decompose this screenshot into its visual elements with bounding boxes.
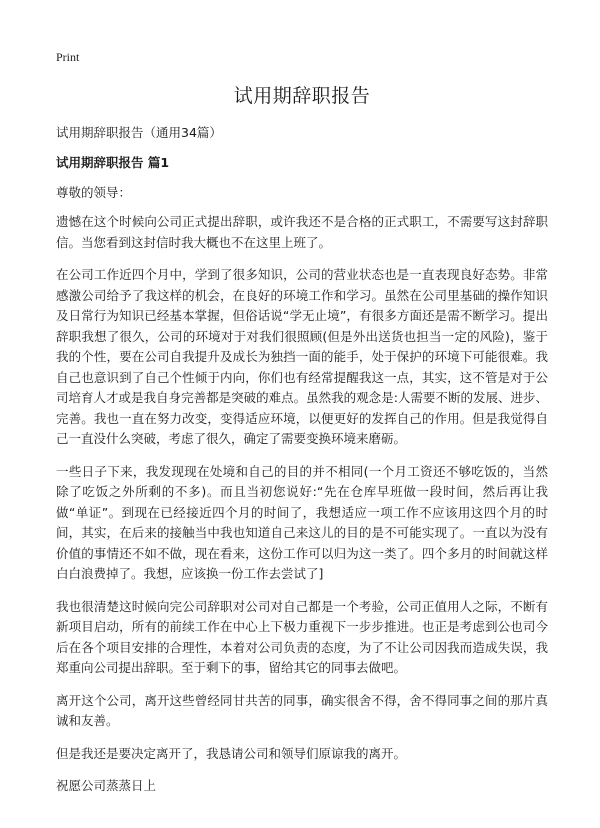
paragraph-4: 我也很清楚这时候向完公司辞职对公司对自己都是一个考验，公司正值用人之际，不断有新项目启动，所有的前续工作在中心上下极力重视下一步步推进。也正是考虑到公也司今后在各个项目安排的合理性，本着对公司负责的态度，为了不让公司因我而造成失误，我郑重向公司提出辞职。至于剩下的事，留给其它的同事去做吧。 <box>56 598 548 675</box>
greeting: 尊敬的领导： <box>56 185 132 200</box>
paragraph-6: 但是我还是要决定离开了，我恳请公司和领导们原谅我的离开。 <box>56 745 407 761</box>
document-subtitle: 试用期辞职报告（通用34篇） <box>56 125 222 140</box>
section-heading: 试用期辞职报告 篇1 <box>56 155 170 170</box>
paragraph-3: 一些日子下来，我发现现在处境和自己的目的并不相同(一个月工资还不够吃饭的，当然除了吃饭之外所剩的不多)。而且当初您说好:“先在仓库早班做一段时间，然后再让我做“单证”。到现在已经接近四个月的时间了，我想适应一项工作不应该用这四个月的时间，其实，在后来的接触当中我也知道自己来这儿的目的是不可能实现了。一直以为没有价值的事情还不如不做，现在看来，这份工作可以归为这一类了。四个多月的时间就这样白白浪费掉了。我想，应该换一份工作去尝试了] <box>56 463 548 581</box>
page-title: 试用期辞职报告 <box>233 85 371 107</box>
print-link[interactable]: Print <box>56 50 80 64</box>
closing-line: 祝愿公司蒸蒸日上 <box>56 778 157 793</box>
paragraph-1: 遗憾在这个时候向公司正式提出辞职，或许我还不是合格的正式职工，不需要写这封辞职信。当您看到这封信时我大概也不在这里上班了。 <box>56 214 548 250</box>
paragraph-2: 在公司工作近四个月中，学到了很多知识，公司的营业状态也是一直表现良好态势。非常感激公司给予了我这样的机会，在良好的环境工作和学习。虽然在公司里基础的操作知识及日常行为知识已经基本掌握，但俗话说“学无止境”，有很多方面还是需不断学习。提出辞职我想了很久，公司的环境对于对我们很照顾(但是外出送货也担当一定的风险)，鉴于我的个性，要在公司自我提升及成长为独挡一面的能手，处于保护的环境下可能很难。我自己也意识到了自己个性倾于内向，你们也有经常提醒我这一点，其实，这不管是对于公司培育人才或是我自身完善都是突破的难点。虽然我的观念是:人需要不断的发展、进步、完善。我也一直在努力改变，变得适应环境，以便更好的发挥自己的作用。但是我觉得自己一直没什么突破，考虑了很久，确定了需要变换环境来磨砺。 <box>56 267 548 446</box>
paragraph-5: 离开这个公司，离开这些曾经同甘共苦的同事，确实很舍不得，舍不得同事之间的那片真诚和友善。 <box>56 692 548 728</box>
